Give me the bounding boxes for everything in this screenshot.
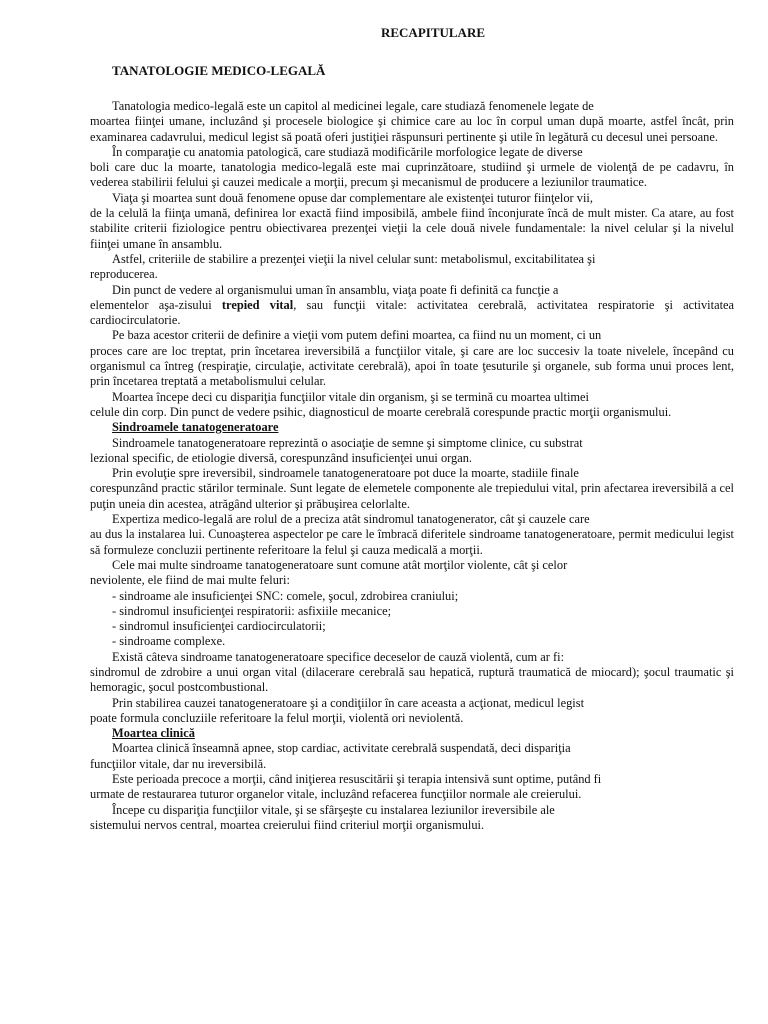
paragraph: Începe cu dispariţia funcţiilor vitale, şi se sfârşeşte cu instalarea leziunilor ireversibile ale bbox=[112, 802, 555, 817]
text-span: , sau funcţii vitale: activitatea cerebrală, activitatea respiratorie şi activitatea cardiocirculatorie. bbox=[90, 297, 735, 328]
paragraph: reproducerea. bbox=[90, 267, 158, 282]
paragraph: Prin stabilirea cauzei tanatogeneratoare şi a condiţiilor în care aceasta a acţionat, medicul legist bbox=[112, 695, 585, 710]
paragraph: moartea fiinţei umane, incluzând şi procesele biologice şi chimice care au loc în corpul uman după moarte, astfel încât, prin examinarea cadavrului, medicul legist să poată oferi justiţiei răspunsuri pertinente şi utile în legătură cu decesul unei persoane. bbox=[90, 114, 734, 144]
paragraph: sistemului nervos central, moartea creierului fiind criteriul morţii organismului. bbox=[90, 817, 485, 832]
paragraph bbox=[90, 298, 734, 329]
list-item: - sindromul insuficienţei respiratorii: asfixiile mecanice; bbox=[112, 603, 392, 618]
paragraph: celule din corp. Din punct de vedere psihic, diagnosticul de moarte cerebrală corespunde practic morţii organismului. bbox=[90, 404, 672, 419]
paragraph: Prin evoluţie spre ireversibil, sindroamele tanatogeneratoare pot duce la moarte, stadiile finale bbox=[112, 466, 579, 481]
paragraph: Astfel, criteriile de stabilire a prezenţei vieţii la nivel celular sunt: metabolismul, excitabilitatea şi bbox=[112, 251, 596, 266]
section-title: TANATOLOGIE MEDICO-LEGALĂ bbox=[112, 63, 326, 78]
paragraph: sindromul de zdrobire a unui organ vital (dilacerare cerebrală sau hepatică, ruptură traumatică de miocard); şocul traumatic şi hemoragic, şocul postcombustional. bbox=[90, 664, 734, 695]
paragraph: Viaţa şi moartea sunt două fenomene opuse dar complementare ale existenţei tuturor fiinţelor vii, bbox=[112, 190, 593, 205]
paragraph: Pe baza acestor criterii de definire a vieţii vom putem defini moartea, ca fiind nu un moment, ci un bbox=[112, 328, 602, 343]
list-item: - sindromul insuficienţei cardiocirculatorii; bbox=[112, 619, 326, 634]
paragraph: Moartea clinică înseamnă apnee, stop cardiac, activitate cerebrală suspendată, deci dispariţia bbox=[112, 741, 571, 756]
paragraph: Din punct de vedere al organismului uman în ansamblu, viaţa poate fi definită ca funcţie a bbox=[112, 282, 559, 297]
paragraph: corespunzând practic stărilor terminale. Sunt legate de elemetele componente ale trepiedului vital, prin afectarea ireversibilă a cel puţin uneia din acestea, atrăgând ulterior şi prăbuşirea celorlalte. bbox=[90, 481, 734, 511]
paragraph: poate formula concluziile referitoare la felul morţii, violentă ori neviolentă. bbox=[90, 710, 464, 725]
paragraph: Sindroamele tanatogeneratoare reprezintă o asociaţie de semne şi simptome clinice, cu substrat bbox=[112, 435, 583, 450]
paragraph: urmate de restaurarea tuturor organelor vitale, incluzând refacerea funcţiilor normale ale creierului. bbox=[90, 787, 582, 802]
paragraph: Cele mai multe sindroame tanatogeneratoare sunt comune atât morţilor violente, cât şi celor bbox=[112, 557, 568, 572]
paragraph: de la celulă la fiinţa umană, definirea lor exactă fiind imposibilă, ambele fiind înconjurate încă de mult mister. Ca atare, au fost stabilite criterii fiziologice pentru obiectivarea prezenţei vieţii la cele două nivele fundamentale: la nivel celular şi la nivelul fiinţei umane în ansamblu. bbox=[90, 206, 734, 251]
bold-term: trepied vital bbox=[221, 297, 294, 312]
paragraph: Moartea începe deci cu dispariţia funcţiilor vitale din organism, şi se termină cu moartea ultimei bbox=[112, 389, 589, 404]
list-item: - sindroame ale insuficienţei SNC: comele, şocul, zdrobirea craniului; bbox=[112, 588, 459, 603]
paragraph: În comparaţie cu anatomia patologică, care studiază modificările morfologice legate de diverse bbox=[112, 144, 583, 159]
paragraph: proces care are loc treptat, prin încetarea ireversibilă a funcţiilor vitale, şi care are loc succesiv la toate nivelele, începând cu organismul ca întreg (respiraţie, circulaţie, activitate cerebrală), apoi în toate ţesuturile şi organele, sub forma unui proces lent, prin încetarea treptată a metabolismului celular. bbox=[90, 343, 734, 389]
paragraph: Expertiza medico-legală are rolul de a preciza atât sindromul tanatogenerator, cât şi cauzele care bbox=[112, 512, 590, 527]
paragraph: Este perioada precoce a morţii, când iniţierea resuscitării şi terapia intensivă sunt optime, putând fi bbox=[112, 772, 602, 787]
paragraph: boli care duc la moarte, tanatologia medico-legală este mai cuprinzătoare, studiind şi urmele de violenţă de pe cadavru, în vederea stabilirii felului şi cauzei medicale a morţii, precum şi mecanismul de producere a leziunilor traumatice. bbox=[90, 160, 734, 190]
text-span: elementelor aşa-zisului bbox=[90, 297, 222, 312]
paragraph: au dus la instalarea lui. Cunoaşterea aspectelor pe care le îmbracă diferitele sindroame tanatogeneratoare, permit medicului legist să formuleze concluzii pertinente referitoare la felul şi cauza medicală a morţii. bbox=[90, 527, 734, 557]
list-item: - sindroame complexe. bbox=[112, 634, 226, 649]
section-heading: Moartea clinică bbox=[112, 726, 195, 741]
paragraph: funcţiilor vitale, dar nu ireversibilă. bbox=[90, 756, 267, 771]
page-title: RECAPITULARE bbox=[380, 25, 485, 40]
paragraph: lezional specific, de etiologie diversă, corespunzând insuficienţei unui organ. bbox=[90, 450, 473, 465]
paragraph: Tanatologia medico-legală este un capitol al medicinei legale, care studiază fenomenele legate de bbox=[112, 99, 594, 113]
paragraph: Există câteva sindroame tanatogeneratoare specifice deceselor de cauză violentă, cum ar fi: bbox=[112, 649, 565, 664]
paragraph: neviolente, ele fiind de mai multe feluri: bbox=[90, 573, 290, 588]
section-heading: Sindroamele tanatogeneratoare bbox=[112, 420, 279, 435]
